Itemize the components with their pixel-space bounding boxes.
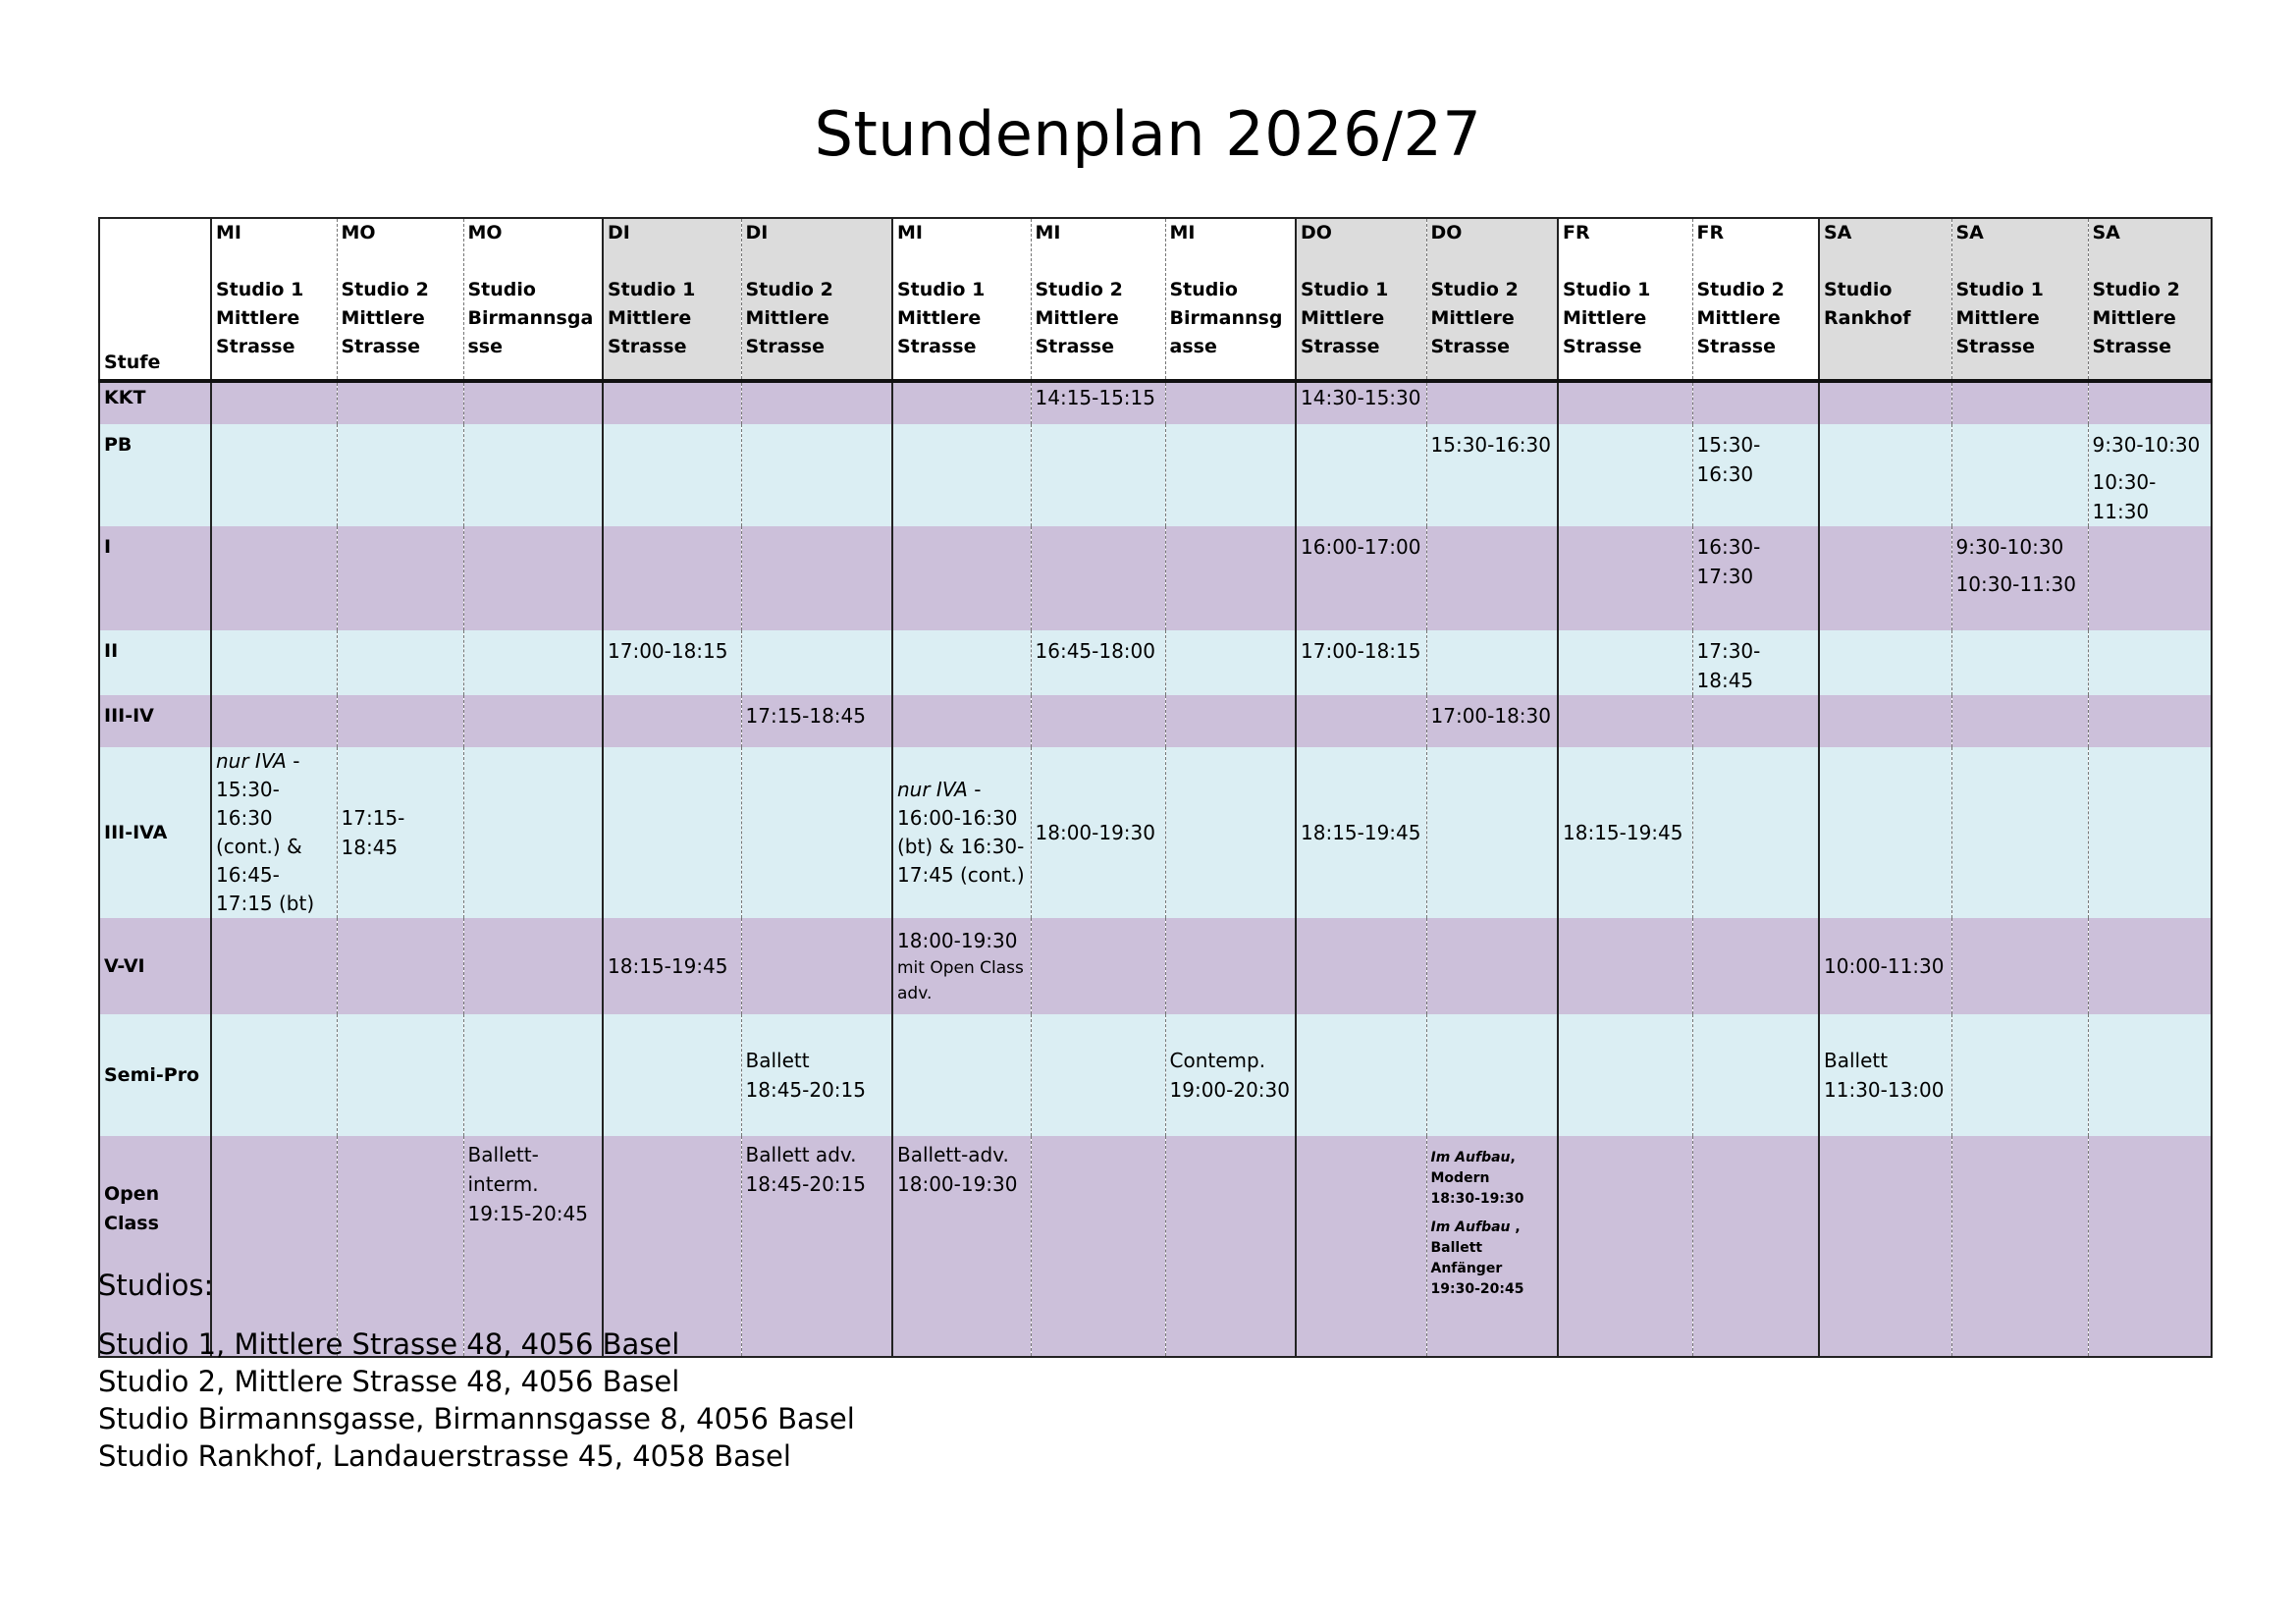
note-italic: Im Aufbau [1430, 1219, 1511, 1235]
schedule-cell [211, 630, 337, 695]
schedule-cell [741, 1014, 892, 1136]
column-day: MO [341, 222, 376, 244]
schedule-cell [741, 381, 892, 424]
class-time: 18:45-20:15 [745, 1172, 866, 1196]
schedule-cell [1165, 630, 1296, 695]
class-time: Ballett [1824, 1049, 1889, 1072]
schedule-cell [1951, 630, 2088, 695]
schedule-cell [741, 424, 892, 526]
schedule-cell [1426, 1014, 1558, 1136]
column-day: MO [467, 222, 503, 244]
class-time: 19:30-20:45 [1430, 1281, 1524, 1297]
schedule-cell [2088, 630, 2212, 695]
stufe-header: Stufe [99, 218, 211, 381]
level-label: Semi-Pro [99, 1014, 211, 1136]
studio-address: Studio 1, Mittlere Strasse 48, 4056 Basel [98, 1327, 680, 1361]
table-row [99, 1014, 2212, 1136]
schedule-cell [2088, 381, 2212, 424]
schedule-cell [1819, 1014, 1951, 1136]
class-time: 18:30-19:30 [1430, 1191, 1524, 1207]
column-day: MI [1035, 222, 1061, 244]
cell-gap [1956, 562, 2084, 569]
schedule-cell [1951, 695, 2088, 747]
column-day: DO [1301, 222, 1332, 244]
column-studio: Studio Birmannsgasse [1169, 279, 1283, 357]
column-header [1165, 218, 1296, 381]
note-italic: nur IVA [897, 778, 968, 801]
schedule-cell [603, 424, 741, 526]
column-studio: Studio 1 Mittlere Strasse [608, 279, 696, 357]
schedule-cell [1819, 918, 1951, 1014]
schedule-cell [1296, 918, 1426, 1014]
schedule-cell [1031, 424, 1165, 526]
schedule-cell [1031, 526, 1165, 630]
schedule-cell [1426, 695, 1558, 747]
schedule-cell [892, 695, 1031, 747]
column-header [2088, 218, 2212, 381]
column-studio: Studio 1 Mittlere Strasse [1955, 279, 2044, 357]
table-row [99, 381, 2212, 424]
class-time: 16:00-17:00 [1301, 535, 1421, 559]
schedule-cell [211, 381, 337, 424]
column-header [1296, 218, 1426, 381]
schedule-cell [603, 747, 741, 918]
class-time: 17:30-18:45 [1696, 639, 1761, 692]
class-time: 18:00-19:30 [897, 1172, 1018, 1196]
schedule-cell [1951, 381, 2088, 424]
class-time: 17:00-18:30 [1430, 704, 1551, 728]
schedule-cell [1692, 918, 1819, 1014]
schedule-cell [2088, 1136, 2212, 1357]
schedule-cell [1296, 695, 1426, 747]
schedule-cell [1558, 1136, 1692, 1357]
table-row [99, 630, 2212, 695]
column-studio: Studio 2 Mittlere Strasse [1430, 279, 1519, 357]
schedule-cell [741, 695, 892, 747]
column-header [1692, 218, 1819, 381]
class-time: 15:30-16:30 [1696, 433, 1761, 486]
class-time: 10:00-11:30 [1824, 954, 1945, 978]
class-time: 16:45-18:00 [1035, 639, 1155, 663]
column-header [1426, 218, 1558, 381]
schedule-cell [741, 918, 892, 1014]
note-text: , Modern [1430, 1150, 1516, 1186]
schedule-cell [1426, 381, 1558, 424]
schedule-cell [1951, 918, 2088, 1014]
schedule-cell [1031, 695, 1165, 747]
level-label: III-IV [99, 695, 211, 747]
schedule-cell [1165, 526, 1296, 630]
column-studio: Studio 1 Mittlere Strasse [897, 279, 986, 357]
column-header [1031, 218, 1165, 381]
column-day: DO [1430, 222, 1463, 244]
column-header [211, 218, 337, 381]
schedule-cell [1296, 424, 1426, 526]
note-text: - 16:00-16:30 (bt) & 16:30-17:45 (cont.) [897, 778, 1025, 887]
schedule-cell [892, 381, 1031, 424]
schedule-cell [2088, 526, 2212, 630]
schedule-cell [741, 526, 892, 630]
column-header [741, 218, 892, 381]
schedule-cell [211, 1014, 337, 1136]
column-header [1558, 218, 1692, 381]
column-header [1819, 218, 1951, 381]
schedule-cell [1426, 918, 1558, 1014]
class-note [1431, 1218, 1554, 1279]
schedule-cell [337, 381, 463, 424]
schedule-cell [463, 1014, 603, 1136]
schedule-cell [741, 630, 892, 695]
column-day: DI [745, 222, 769, 244]
schedule-cell [892, 1136, 1031, 1357]
column-header [337, 218, 463, 381]
schedule-cell [1165, 424, 1296, 526]
schedule-cell [211, 918, 337, 1014]
schedule-cell [1426, 424, 1558, 526]
schedule-cell [337, 630, 463, 695]
schedule-cell [1951, 1014, 2088, 1136]
level-label: V-VI [99, 918, 211, 1014]
schedule-cell [1165, 1136, 1296, 1357]
schedule-cell [892, 1014, 1031, 1136]
schedule-cell [1426, 1136, 1558, 1357]
schedule-cell [1558, 526, 1692, 630]
column-studio: Studio 2 Mittlere Strasse [1035, 279, 1123, 357]
schedule-cell [211, 526, 337, 630]
class-time: 18:00-19:30 [897, 929, 1018, 952]
class-note: mit Open Class adv. [897, 958, 1024, 1003]
class-time: 18:15-19:45 [608, 954, 728, 978]
schedule-cell [1558, 918, 1692, 1014]
schedule-cell [1692, 424, 1819, 526]
schedule-cell [1296, 747, 1426, 918]
schedule-cell [337, 695, 463, 747]
schedule-cell [892, 526, 1031, 630]
class-note [216, 747, 333, 918]
schedule-cell [603, 1014, 741, 1136]
schedule-cell [603, 695, 741, 747]
schedule-cell [741, 747, 892, 918]
schedule-cell [1558, 630, 1692, 695]
schedule-cell [892, 747, 1031, 918]
column-studio: Studio 1 Mittlere Strasse [216, 279, 304, 357]
schedule-cell [603, 526, 741, 630]
column-day: SA [2092, 222, 2120, 244]
level-label: I [99, 526, 211, 630]
class-time: 19:00-20:30 [1169, 1078, 1290, 1102]
table-row [99, 918, 2212, 1014]
page-title: Stundenplan 2026/27 [814, 98, 1482, 170]
column-day: DI [608, 222, 630, 244]
class-note [1431, 1148, 1554, 1189]
class-time: 14:30-15:30 [1301, 386, 1421, 409]
schedule-cell [1819, 424, 1951, 526]
class-note [897, 776, 1027, 890]
column-day: MI [216, 222, 241, 244]
schedule-cell [1165, 381, 1296, 424]
schedule-cell [1031, 1014, 1165, 1136]
schedule-cell [1558, 747, 1692, 918]
schedule-cell [463, 918, 603, 1014]
schedule-cell [337, 526, 463, 630]
schedule-cell [1165, 1014, 1296, 1136]
level-label: III-IVA [99, 747, 211, 918]
note-italic: Im Aufbau [1430, 1150, 1511, 1165]
schedule-cell [1692, 1136, 1819, 1357]
class-time: Ballett [745, 1049, 810, 1072]
schedule-cell [1819, 1136, 1951, 1357]
class-time: 9:30-10:30 [2092, 433, 2201, 457]
schedule-cell [1165, 918, 1296, 1014]
class-time: 10:30-11:30 [1955, 572, 2076, 596]
schedule-cell [463, 695, 603, 747]
class-time: 18:00-19:30 [1035, 821, 1155, 844]
column-header [1951, 218, 2088, 381]
schedule-header-row [99, 218, 2212, 381]
table-row [99, 747, 2212, 918]
schedule-cell [892, 630, 1031, 695]
class-time: 15:30-16:30 [1430, 433, 1551, 457]
schedule-cell [1165, 695, 1296, 747]
schedule-cell [1426, 526, 1558, 630]
schedule-cell [1819, 747, 1951, 918]
schedule-cell [1558, 424, 1692, 526]
column-day: FR [1696, 222, 1725, 244]
column-header [892, 218, 1031, 381]
schedule-cell [1031, 630, 1165, 695]
schedule-cell [337, 1014, 463, 1136]
cell-gap [2093, 460, 2208, 467]
schedule-cell [1558, 381, 1692, 424]
studio-address: Studio Rankhof, Landauerstrasse 45, 4058 Basel [98, 1439, 791, 1473]
studio-address: Studio Birmannsgasse, Birmannsgasse 8, 4056 Basel [98, 1402, 855, 1435]
schedule-cell [603, 630, 741, 695]
level-label: KKT [99, 381, 211, 424]
schedule-cell [211, 695, 337, 747]
level-label: II [99, 630, 211, 695]
class-time: Contemp. [1169, 1049, 1266, 1072]
schedule-cell [1296, 1136, 1426, 1357]
schedule-cell [1819, 695, 1951, 747]
schedule-cell [603, 381, 741, 424]
column-studio: Studio Rankhof [1824, 279, 1911, 329]
column-studio: Studio 1 Mittlere Strasse [1301, 279, 1389, 357]
schedule-cell [1692, 630, 1819, 695]
schedule-cell [463, 747, 603, 918]
schedule-cell [1951, 747, 2088, 918]
schedule-cell [2088, 918, 2212, 1014]
schedule-cell [463, 424, 603, 526]
column-studio: Studio Birmannsgasse [467, 279, 594, 357]
schedule-cell [1692, 695, 1819, 747]
column-studio: Studio 2 Mittlere Strasse [1696, 279, 1785, 357]
schedule-cell [1426, 747, 1558, 918]
column-day: SA [1955, 222, 1984, 244]
studios-section [98, 1267, 855, 1475]
note-italic: nur IVA [216, 749, 287, 773]
class-time: Ballett-interm. [467, 1143, 539, 1196]
table-row [99, 424, 2212, 526]
class-time: 14:15-15:15 [1035, 386, 1155, 409]
column-studio: Studio 1 Mittlere Strasse [1563, 279, 1651, 357]
class-time: 17:00-18:15 [1301, 639, 1421, 663]
schedule-cell [1819, 526, 1951, 630]
level-label: PB [99, 424, 211, 526]
class-time: 17:15-18:45 [341, 806, 405, 859]
class-time: 19:15-20:45 [467, 1202, 588, 1225]
schedule-cell [1296, 526, 1426, 630]
class-time: Ballett-adv. [897, 1143, 1009, 1166]
schedule-cell [1819, 381, 1951, 424]
schedule-table [98, 217, 2213, 1358]
schedule-cell [2088, 1014, 2212, 1136]
schedule-cell [1296, 630, 1426, 695]
class-time: 17:00-18:15 [608, 639, 728, 663]
schedule-cell [337, 747, 463, 918]
schedule-cell [1296, 1014, 1426, 1136]
schedule-cell [1951, 1136, 2088, 1357]
class-time: 18:15-19:45 [1563, 821, 1683, 844]
column-header [603, 218, 741, 381]
studios-header: Studios: [98, 1269, 214, 1302]
class-time: Ballett adv. [745, 1143, 857, 1166]
schedule-cell [1692, 526, 1819, 630]
class-time: 18:45-20:15 [745, 1078, 866, 1102]
column-studio: Studio 2 Mittlere Strasse [341, 279, 429, 357]
schedule-cell [211, 747, 337, 918]
schedule-cell [892, 918, 1031, 1014]
schedule-cell [1951, 526, 2088, 630]
class-time: 18:15-19:45 [1301, 821, 1421, 844]
schedule-cell [463, 381, 603, 424]
note-text: - 15:30-16:30 (cont.) & 16:45-17:15 (bt) [216, 749, 315, 915]
class-time: 10:30-11:30 [2092, 470, 2157, 523]
schedule-cell [1031, 747, 1165, 918]
schedule-cell [2088, 424, 2212, 526]
column-day: FR [1563, 222, 1590, 244]
class-time: 9:30-10:30 [1955, 535, 2064, 559]
class-time: 11:30-13:00 [1824, 1078, 1945, 1102]
schedule-cell [337, 918, 463, 1014]
column-header [463, 218, 603, 381]
schedule-cell [1819, 630, 1951, 695]
schedule-cell [603, 918, 741, 1014]
column-day: MI [1169, 222, 1196, 244]
column-day: SA [1824, 222, 1852, 244]
schedule-cell [463, 630, 603, 695]
schedule-cell [1692, 747, 1819, 918]
schedule-cell [2088, 747, 2212, 918]
schedule-cell [1165, 747, 1296, 918]
schedule-cell [1692, 381, 1819, 424]
schedule-cell [463, 526, 603, 630]
column-studio: Studio 2 Mittlere Strasse [745, 279, 833, 357]
schedule-cell [337, 424, 463, 526]
note-text: , Ballett Anfänger [1430, 1219, 1521, 1276]
schedule-cell [1031, 1136, 1165, 1357]
schedule-cell [1692, 1014, 1819, 1136]
schedule-cell [1558, 1014, 1692, 1136]
class-time: 17:15-18:45 [745, 704, 866, 728]
cell-gap [1431, 1210, 1554, 1218]
schedule-cell [1031, 918, 1165, 1014]
schedule-cell [1558, 695, 1692, 747]
schedule-cell [892, 424, 1031, 526]
column-day: MI [897, 222, 923, 244]
schedule-cell [1426, 630, 1558, 695]
table-row [99, 695, 2212, 747]
schedule-cell [1951, 424, 2088, 526]
schedule-cell [1031, 381, 1165, 424]
column-studio: Studio 2 Mittlere Strasse [2092, 279, 2180, 357]
studio-address: Studio 2, Mittlere Strasse 48, 4056 Basel [98, 1365, 680, 1398]
schedule-cell [1296, 381, 1426, 424]
level-label: Open Class [99, 1136, 211, 1357]
schedule-cell [211, 424, 337, 526]
table-row [99, 526, 2212, 630]
schedule-cell [2088, 695, 2212, 747]
class-time: 16:30-17:30 [1696, 535, 1761, 588]
